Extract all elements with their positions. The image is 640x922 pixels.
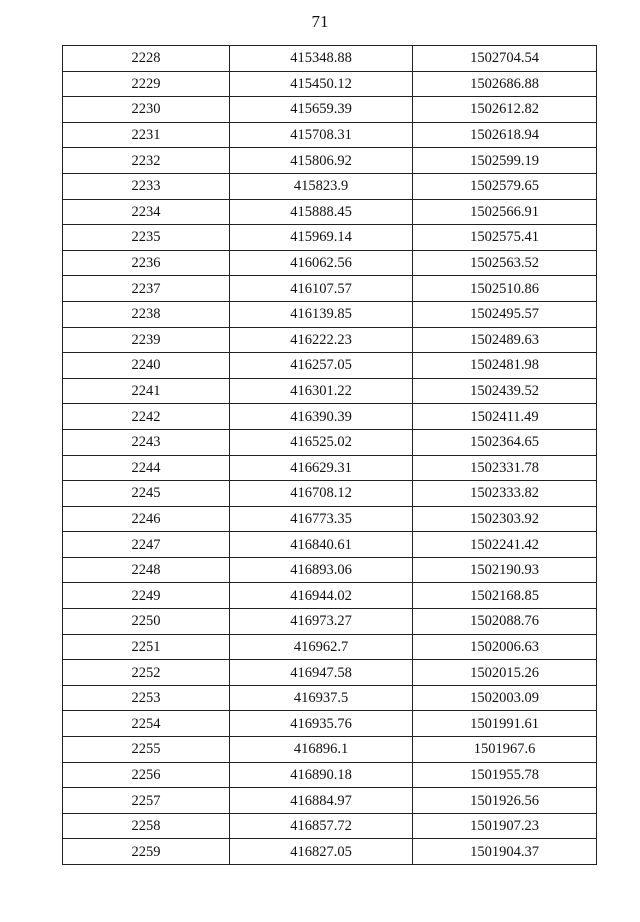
table-row (63, 737, 597, 763)
table-row (63, 685, 597, 711)
x-coordinate-cell: 416944.02 (230, 583, 413, 609)
point-number-cell: 2251 (63, 634, 230, 660)
point-number-cell: 2232 (63, 148, 230, 174)
table-row (63, 532, 597, 558)
y-coordinate-cell: 1502241.42 (413, 532, 597, 558)
table-row (63, 455, 597, 481)
x-coordinate-cell: 416629.31 (230, 455, 413, 481)
table-row (63, 46, 597, 72)
point-number-cell: 2252 (63, 660, 230, 686)
x-coordinate-cell: 416884.97 (230, 788, 413, 814)
y-coordinate-cell: 1502333.82 (413, 481, 597, 507)
point-number-cell: 2246 (63, 506, 230, 532)
point-number-cell: 2233 (63, 173, 230, 199)
x-coordinate-cell: 415659.39 (230, 97, 413, 123)
x-coordinate-cell: 415823.9 (230, 173, 413, 199)
x-coordinate-cell: 416840.61 (230, 532, 413, 558)
table-row (63, 660, 597, 686)
y-coordinate-cell: 1502510.86 (413, 276, 597, 302)
table-row (63, 813, 597, 839)
y-coordinate-cell: 1502411.49 (413, 404, 597, 430)
x-coordinate-cell: 416062.56 (230, 250, 413, 276)
point-number-cell: 2239 (63, 327, 230, 353)
point-number-cell: 2245 (63, 481, 230, 507)
x-coordinate-cell: 416827.05 (230, 839, 413, 865)
table-row (63, 225, 597, 251)
point-number-cell: 2253 (63, 685, 230, 711)
y-coordinate-cell: 1502686.88 (413, 71, 597, 97)
table-row (63, 839, 597, 865)
table-row (63, 378, 597, 404)
point-number-cell: 2256 (63, 762, 230, 788)
point-number-cell: 2231 (63, 122, 230, 148)
y-coordinate-cell: 1502489.63 (413, 327, 597, 353)
point-number-cell: 2235 (63, 225, 230, 251)
y-coordinate-cell: 1501907.23 (413, 813, 597, 839)
point-number-cell: 2257 (63, 788, 230, 814)
y-coordinate-cell: 1502481.98 (413, 353, 597, 379)
point-number-cell: 2243 (63, 429, 230, 455)
point-number-cell: 2259 (63, 839, 230, 865)
table-row (63, 276, 597, 302)
table-row (63, 301, 597, 327)
table-row (63, 711, 597, 737)
coordinates-table (62, 45, 597, 865)
y-coordinate-cell: 1502190.93 (413, 557, 597, 583)
table-row (63, 327, 597, 353)
x-coordinate-cell: 416890.18 (230, 762, 413, 788)
x-coordinate-cell: 416139.85 (230, 301, 413, 327)
y-coordinate-cell: 1502015.26 (413, 660, 597, 686)
table-row (63, 97, 597, 123)
table-row (63, 609, 597, 635)
y-coordinate-cell: 1502088.76 (413, 609, 597, 635)
table-row (63, 199, 597, 225)
y-coordinate-cell: 1502612.82 (413, 97, 597, 123)
table-row (63, 122, 597, 148)
x-coordinate-cell: 416973.27 (230, 609, 413, 635)
x-coordinate-cell: 416390.39 (230, 404, 413, 430)
table-row (63, 506, 597, 532)
y-coordinate-cell: 1502566.91 (413, 199, 597, 225)
table-row (63, 583, 597, 609)
y-coordinate-cell: 1502579.65 (413, 173, 597, 199)
x-coordinate-cell: 416107.57 (230, 276, 413, 302)
y-coordinate-cell: 1501991.61 (413, 711, 597, 737)
point-number-cell: 2228 (63, 46, 230, 72)
point-number-cell: 2240 (63, 353, 230, 379)
point-number-cell: 2242 (63, 404, 230, 430)
point-number-cell: 2238 (63, 301, 230, 327)
point-number-cell: 2236 (63, 250, 230, 276)
x-coordinate-cell: 415708.31 (230, 122, 413, 148)
x-coordinate-cell: 416893.06 (230, 557, 413, 583)
x-coordinate-cell: 416222.23 (230, 327, 413, 353)
y-coordinate-cell: 1501926.56 (413, 788, 597, 814)
x-coordinate-cell: 416947.58 (230, 660, 413, 686)
y-coordinate-cell: 1501967.6 (413, 737, 597, 763)
x-coordinate-cell: 415806.92 (230, 148, 413, 174)
x-coordinate-cell: 415969.14 (230, 225, 413, 251)
point-number-cell: 2250 (63, 609, 230, 635)
point-number-cell: 2255 (63, 737, 230, 763)
table-row (63, 481, 597, 507)
table-row (63, 429, 597, 455)
point-number-cell: 2248 (63, 557, 230, 583)
y-coordinate-cell: 1502331.78 (413, 455, 597, 481)
y-coordinate-cell: 1502364.65 (413, 429, 597, 455)
y-coordinate-cell: 1502003.09 (413, 685, 597, 711)
x-coordinate-cell: 416525.02 (230, 429, 413, 455)
point-number-cell: 2258 (63, 813, 230, 839)
table-row (63, 71, 597, 97)
coordinates-table-body (63, 46, 597, 865)
point-number-cell: 2249 (63, 583, 230, 609)
y-coordinate-cell: 1502168.85 (413, 583, 597, 609)
table-row (63, 557, 597, 583)
y-coordinate-cell: 1502618.94 (413, 122, 597, 148)
x-coordinate-cell: 416257.05 (230, 353, 413, 379)
point-number-cell: 2229 (63, 71, 230, 97)
table-row (63, 353, 597, 379)
point-number-cell: 2230 (63, 97, 230, 123)
point-number-cell: 2247 (63, 532, 230, 558)
page-number: 71 (311, 12, 329, 31)
y-coordinate-cell: 1502303.92 (413, 506, 597, 532)
table-row (63, 250, 597, 276)
table-row (63, 762, 597, 788)
table-row (63, 173, 597, 199)
point-number-cell: 2241 (63, 378, 230, 404)
x-coordinate-cell: 415450.12 (230, 71, 413, 97)
y-coordinate-cell: 1502563.52 (413, 250, 597, 276)
point-number-cell: 2237 (63, 276, 230, 302)
y-coordinate-cell: 1501955.78 (413, 762, 597, 788)
table-row (63, 788, 597, 814)
x-coordinate-cell: 416857.72 (230, 813, 413, 839)
y-coordinate-cell: 1502439.52 (413, 378, 597, 404)
table-row (63, 148, 597, 174)
x-coordinate-cell: 415888.45 (230, 199, 413, 225)
y-coordinate-cell: 1502495.57 (413, 301, 597, 327)
point-number-cell: 2244 (63, 455, 230, 481)
table-row (63, 404, 597, 430)
x-coordinate-cell: 416935.76 (230, 711, 413, 737)
x-coordinate-cell: 416962.7 (230, 634, 413, 660)
y-coordinate-cell: 1502006.63 (413, 634, 597, 660)
x-coordinate-cell: 416937.5 (230, 685, 413, 711)
table-row (63, 634, 597, 660)
x-coordinate-cell: 416708.12 (230, 481, 413, 507)
y-coordinate-cell: 1502704.54 (413, 46, 597, 72)
point-number-cell: 2234 (63, 199, 230, 225)
y-coordinate-cell: 1501904.37 (413, 839, 597, 865)
x-coordinate-cell: 416773.35 (230, 506, 413, 532)
x-coordinate-cell: 415348.88 (230, 46, 413, 72)
y-coordinate-cell: 1502599.19 (413, 148, 597, 174)
x-coordinate-cell: 416896.1 (230, 737, 413, 763)
point-number-cell: 2254 (63, 711, 230, 737)
y-coordinate-cell: 1502575.41 (413, 225, 597, 251)
x-coordinate-cell: 416301.22 (230, 378, 413, 404)
